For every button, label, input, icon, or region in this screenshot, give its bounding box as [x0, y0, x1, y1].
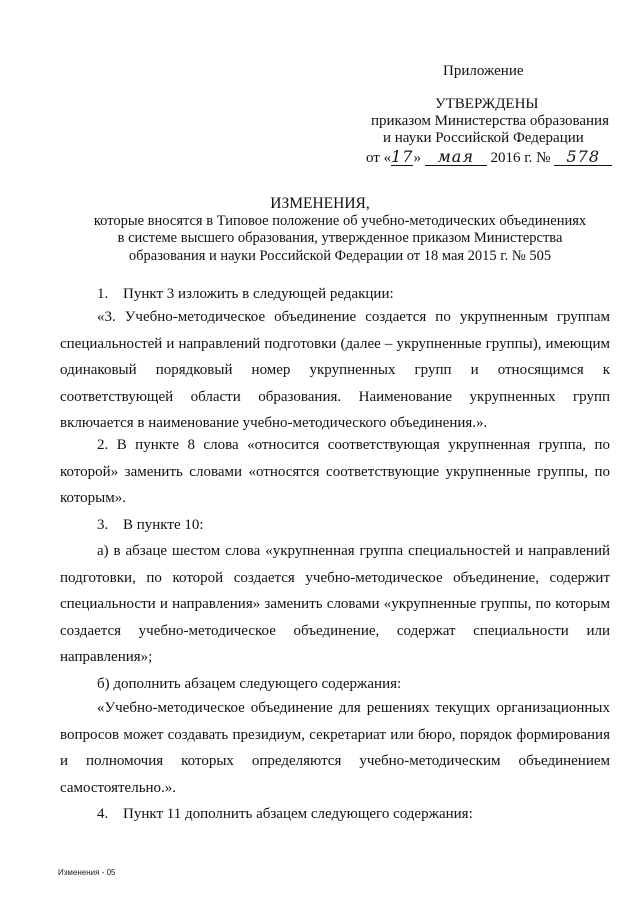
item-4-number: 4.	[97, 806, 109, 822]
order-line-2: и науки Российской Федерации	[383, 130, 584, 146]
item-4	[97, 801, 473, 828]
date-mid: »	[413, 150, 425, 166]
date-day-handwritten: 17	[391, 147, 414, 166]
item-2: 2. В пункте 8 слова «относится соответствующая укрупненная группа, по которой» заменить словами «относятся соответствующие укрупненные группы, по которым».	[60, 437, 610, 506]
appendix-label: Приложение	[443, 63, 524, 79]
document-title: ИЗМЕНЕНИЯ,	[270, 195, 370, 212]
item-1-number: 1.	[97, 286, 109, 302]
item-3-number: 3.	[97, 517, 109, 533]
title-line-3: образования и науки Российской Федерации от 18 мая 2015 г. № 505	[128, 248, 552, 264]
item-3	[97, 512, 204, 539]
title-line-2: в системе высшего образования, утвержденное приказом Министерства	[117, 230, 563, 246]
item-3-text: В пункте 10:	[123, 517, 204, 533]
order-number-handwritten: 578	[554, 148, 612, 166]
item-3b-quote: «Учебно-методическое объединение для решениях текущих организационных вопросов может создавать президиум, секретариат или бюро, порядок формирования и полномочия которых определяются учебно-методическим объединением самостоятельно.».	[60, 700, 610, 796]
footer-code: Изменения - 05	[58, 868, 116, 877]
approved-label: УТВЕРЖДЕНЫ	[435, 96, 539, 112]
order-date-line	[366, 148, 612, 167]
order-line-1: приказом Министерства образования	[371, 113, 609, 129]
date-month-handwritten: мая	[425, 148, 487, 166]
item-3a: а) в абзаце шестом слова «укрупненная группа специальностей и направлений подготовки, по которой создается учебно-методическое объединение, содержит специальности и направления» заменить словами «укрупненные группы, по которым создается учебно-методическое объединение, содержат специальности или направления»;	[60, 543, 610, 665]
date-year: 2016 г. №	[486, 150, 555, 166]
title-line-1: которые вносятся в Типовое положение об учебно-методических объединениях	[93, 213, 587, 229]
item-1-quote: «3. Учебно-методическое объединение создается по укрупненным группам специальностей и направлений подготовки (далее – укрупненные группы), имеющим одинаковый порядковый номер укрупненных групп и относящимся к соответствующей области образования. Наименование укрупненных групп включается в наименование учебно-методического объединения.».	[60, 309, 610, 431]
item-3b: б) дополнить абзацем следующего содержания:	[97, 676, 402, 692]
item-4-text: Пункт 11 дополнить абзацем следующего содержания:	[123, 806, 473, 822]
item-1-text: Пункт 3 изложить в следующей редакции:	[123, 286, 394, 302]
date-prefix: от «	[366, 150, 392, 166]
